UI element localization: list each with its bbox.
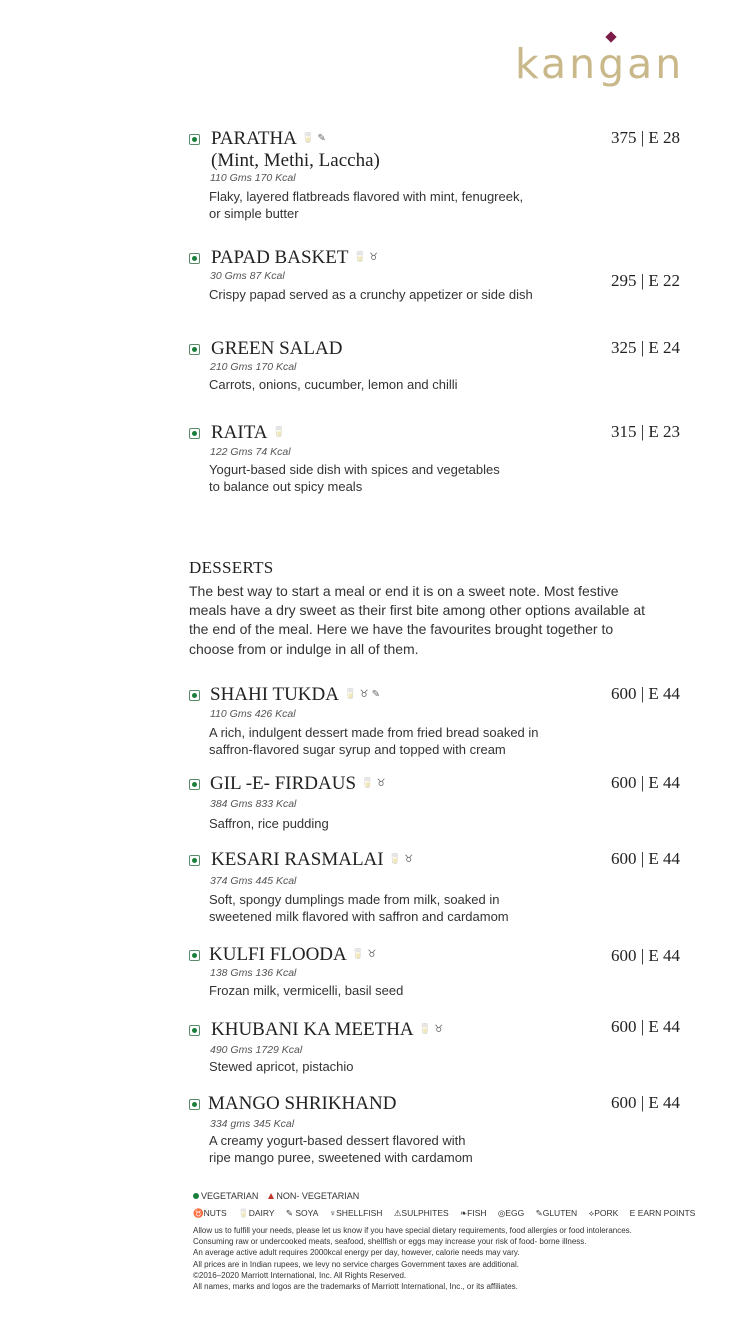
veg-indicator-icon (189, 1025, 200, 1036)
veg-indicator-icon (189, 779, 200, 790)
allergen-icons: 🥛 ♉ (361, 778, 386, 789)
menu-item-kesari-rasmalai (189, 849, 680, 924)
item-description: Saffron, rice pudding (209, 816, 329, 831)
allergen-icons: 🥛 ✎ (301, 133, 326, 144)
item-name: SHAHI TUKDA 🥛 ♉ ✎ (210, 684, 381, 705)
fine-print-line: Consuming raw or undercooked meats, seafood, shellfish or eggs may increase your risk of food- borne illness. (193, 1237, 587, 1247)
item-kcal: 384 Gms 833 Kcal (210, 798, 297, 810)
item-price: 600 | E 44 (610, 1093, 680, 1112)
veg-indicator-icon (189, 690, 200, 701)
legend-veg: VEGETARIAN (201, 1191, 259, 1201)
item-kcal: 122 Gms 74 Kcal (210, 446, 291, 458)
veg-indicator-icon (189, 428, 200, 439)
item-description: Stewed apricot, pistachio (209, 1059, 354, 1074)
menu-item-shahi-tukda (189, 684, 680, 759)
fine-print-line: All prices are in Indian rupees, we levy no service charges Government taxes are additional. (193, 1259, 519, 1269)
item-price: 295 | E 22 (610, 271, 680, 290)
item-price: 315 | E 23 (610, 422, 680, 441)
legend-soya: ✎ SOYA (285, 1208, 319, 1218)
item-description: Soft, spongy dumplings made from milk, soaked in sweetened milk flavored with saffron and cardamom (209, 892, 509, 924)
section-description: The best way to start a meal or end it is on a sweet note. Most festive meals have a dry sweet as their first bite among other options available at the end of the meal. Here we have the favourites brought together to choose from or indulge in all of them. (189, 583, 646, 657)
allergen-icons: 🥛 ♉ ✎ (343, 689, 381, 700)
item-name: PAPAD BASKET 🥛 ♉ (211, 247, 379, 268)
veg-indicator-icon (189, 344, 200, 355)
item-price: 600 | E 44 (610, 773, 680, 792)
legend-egg: ◎EGG (497, 1208, 525, 1218)
allergen-legend (193, 1208, 704, 1219)
item-description: Carrots, onions, cucumber, lemon and chilli (209, 377, 458, 392)
item-name: PARATHA 🥛 ✎ (Mint, Methi, Laccha) (211, 128, 380, 171)
legend-nuts: ♉NUTS (193, 1208, 227, 1218)
fine-print (193, 1225, 713, 1292)
veg-indicator-icon (189, 950, 200, 961)
allergen-icons: 🥛 ♉ (418, 1024, 444, 1035)
nonveg-triangle-icon (268, 1193, 274, 1199)
item-kcal: 110 Gms 170 Kcal (210, 172, 296, 184)
menu-item-papad-basket (189, 247, 680, 307)
menu-item-khubani-ka-meetha (189, 1019, 680, 1079)
item-description: Yogurt-based side dish with spices and vegetables to balance out spicy meals (209, 462, 500, 494)
veg-dot-icon (193, 1193, 199, 1199)
fine-print-line: Allow us to fulfill your needs, please let us know if you have special dietary requirements, food allergies or food intolerances. (193, 1226, 632, 1235)
item-kcal: 334 gms 345 Kcal (210, 1118, 295, 1130)
menu-item-green-salad (189, 338, 680, 398)
legend-pork: ⟡PORK (588, 1208, 619, 1218)
legend-shellfish: ♆SHELLFISH (329, 1208, 383, 1218)
item-name: RAITA 🥛 (211, 422, 285, 443)
item-name: GIL -E- FIRDAUS 🥛 ♉ (210, 773, 386, 794)
allergen-icons: 🥛 (272, 427, 285, 438)
legend-fish: ❧FISH (460, 1208, 487, 1218)
allergen-icons: 🥛 ♉ (353, 252, 379, 263)
allergen-icons: 🥛 ♉ (388, 854, 414, 865)
item-description: A rich, indulgent dessert made from fried bread soaked in saffron-flavored sugar syrup and topped with cream (209, 725, 539, 757)
fine-print-line: All names, marks and logos are the trademarks of Marriott International, Inc., or its affiliates. (193, 1282, 518, 1292)
item-name: KULFI FLOODA 🥛 ♉ (209, 944, 377, 965)
veg-indicator-icon (189, 253, 200, 264)
item-kcal: 490 Gms 1729 Kcal (210, 1044, 303, 1056)
item-price: 325 | E 24 (610, 338, 680, 357)
legend-sulphites: ⚠SULPHITES (393, 1208, 449, 1218)
logo-text: kangan (515, 40, 685, 88)
menu-item-paratha (189, 128, 680, 223)
item-kcal: 30 Gms 87 Kcal (210, 270, 285, 282)
legend-dairy: 🥛DAIRY (238, 1208, 275, 1218)
veg-indicator-icon (189, 134, 200, 145)
item-price: 600 | E 44 (610, 849, 680, 868)
item-name: KHUBANI KA MEETHA 🥛 ♉ (211, 1019, 444, 1040)
item-description: A creamy yogurt-based dessert flavored with ripe mango puree, sweetened with cardamom (209, 1133, 473, 1165)
veg-indicator-icon (189, 855, 200, 866)
legend-earn-points: E EARN POINTS (629, 1208, 696, 1218)
legend-gluten: ✎GLUTEN (535, 1208, 578, 1218)
item-price: 600 | E 44 (610, 946, 680, 965)
menu-item-kulfi-flooda (189, 944, 680, 1004)
menu-item-mango-shrikhand (189, 1093, 680, 1168)
veg-indicator-icon (189, 1099, 200, 1110)
item-subtitle: (Mint, Methi, Laccha) (211, 150, 380, 171)
item-price: 600 | E 44 (610, 1017, 680, 1036)
menu-item-gil-e-firdaus (189, 773, 680, 833)
item-kcal: 210 Gms 170 Kcal (210, 361, 297, 373)
allergen-icons: 🥛 ♉ (351, 949, 377, 960)
legend-nonveg: NON- VEGETARIAN (276, 1191, 360, 1201)
item-kcal: 110 Gms 426 Kcal (210, 708, 296, 720)
item-kcal: 374 Gms 445 Kcal (210, 875, 297, 887)
item-description: Crispy papad served as a crunchy appetizer or side dish (209, 287, 533, 302)
item-description: Frozan milk, vermicelli, basil seed (209, 983, 404, 998)
menu-item-raita (189, 422, 680, 497)
section-title-desserts: DESSERTS (189, 558, 274, 577)
item-description: Flaky, layered flatbreads flavored with mint, fenugreek, or simple butter (209, 189, 524, 221)
item-kcal: 138 Gms 136 Kcal (210, 967, 297, 979)
item-name: KESARI RASMALAI 🥛 ♉ (211, 849, 414, 870)
fine-print-line: An average active adult requires 2000kcal energy per day, however, calorie needs may vary. (193, 1248, 520, 1258)
item-price: 600 | E 44 (610, 684, 680, 703)
diet-legend (193, 1191, 359, 1201)
item-name: GREEN SALAD (211, 338, 343, 359)
item-price: 375 | E 28 (610, 128, 680, 147)
fine-print-line: ©2016–2020 Marriott International, Inc. All Rights Reserved. (193, 1270, 407, 1280)
brand-logo (515, 30, 685, 110)
item-name: MANGO SHRIKHAND (208, 1093, 397, 1114)
